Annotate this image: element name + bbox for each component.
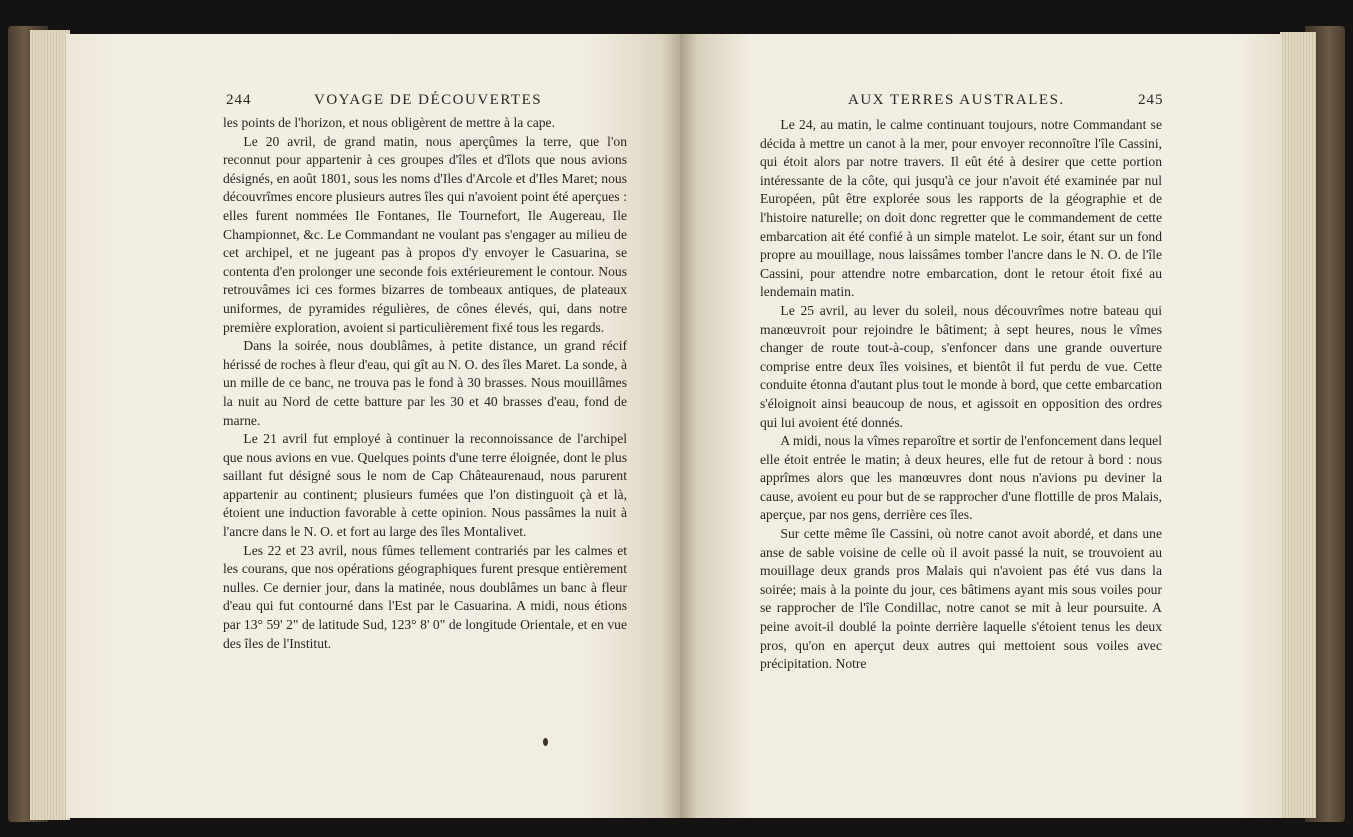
page-edges-right [1280, 32, 1316, 818]
left-page-header [226, 92, 630, 114]
paragraph: Le 21 avril fut employé à continuer la reconnoissance de l'archipel que nous avions en vue. Quelques points d'une terre éloignée, dont le plus saillant fut désigné sous le nom de Cap Châteaurenaud, nous parurent appartenir au continent; plusieurs fumées que l'on distinguoit çà et là, étoient une induction favorable à cette opinion. Nous passâmes la nuit à l'ancre dans le N. O. et fort au large des îles Montalivet. [223, 431, 627, 540]
paragraph: Dans la soirée, nous doublâmes, à petite distance, un grand récif hérissé de roches à fleur d'eau, qui gît au N. O. des îles Maret. La sonde, à un mille de ce banc, ne trouva pas le fond à 30 brasses. Nous mouillâmes la nuit au Nord de cette batture par les 30 et 40 brasses d'eau, fond de marne. [223, 338, 627, 428]
paragraph: Le 24, au matin, le calme continuant toujours, notre Commandant se décida à mettre un canot à la mer, pour envoyer reconnoître l'île Cassini, qui étoit alors par notre travers. Il eût été à desirer que cette portion intéressante de la côte, qui jusqu'à ce jour n'avoit été examinée par nul Européen, pût être explorée sous les rapports de la géographie et de l'histoire naturelle; on doit donc regretter que le commandement de cette embarcation ait été confié à un simple matelot. Le soir, étant sur un fond propre au mouillage, nous laissâmes tomber l'ancre dans le N. O. de l'île Cassini, pour attendre notre embarcation, dont le retour étoit fixé au lendemain matin. [760, 117, 1162, 300]
running-head-left: VOYAGE DE DÉCOUVERTES [314, 92, 543, 108]
right-page [680, 34, 1282, 818]
paragraph: A midi, nous la vîmes reparoître et sortir de l'enfoncement dans lequel elle étoit entrée le matin; à deux heures, elle fut de retour à bord : nous apprîmes alors que les manœuvres dont nous n'avions pu deviner la cause, avoient eu pour but de se rapprocher d'une flottille de pros Malais, aperçue, par nos gens, derrière ces îles. [760, 433, 1162, 523]
page-number-right: 245 [1138, 92, 1164, 108]
page-number-left: 244 [226, 92, 252, 108]
right-page-header [848, 92, 1168, 114]
paragraph: les points de l'horizon, et nous obligèrent de mettre à la cape. [223, 115, 555, 130]
right-page-body [760, 116, 1162, 674]
paragraph: Le 25 avril, au lever du soleil, nous découvrîmes notre bateau qui manœuvroit pour rejoindre le bâtiment; à sept heures, nous le vîmes changer de route tout-à-coup, s'enfoncer dans une grande ouverture comprise entre deux îles voisines, et bientôt il fut perdu de vue. Cette conduite étonna d'autant plus tout le monde à bord, que cette embarcation s'éloignoit ainsi beaucoup de nous, et agissoit en opposition des ordres qui lui avoient été donnés. [760, 302, 1162, 430]
paragraph: Sur cette même île Cassini, où notre canot avoit abordé, et dans une anse de sable voisine de celle où il avoit passé la nuit, se trouvoient au mouillage deux grands pros Malais qui n'avoient pas été vus dans la soirée; mais à la pointe du jour, ces bâtimens ayant mis sous voiles pour se rapprocher de l'île Condillac, notre canot se mit à leur poursuite. A peine avoit-il doublé la pointe derrière laquelle s'étoient tenus les deux pros, qu'on en aperçut deux autres qui mettoient sous voiles avec précipitation. Notre [760, 526, 1162, 672]
paragraph: Les 22 et 23 avril, nous fûmes tellement contrariés par les calmes et les courans, que nos opérations géographiques furent presque entièrement nulles. Ce dernier jour, dans la matinée, nous doublâmes un banc à fleur d'eau qui fut contourné dans l'Est par le Casuarina. A midi, nous étions par 13° 59' 2" de latitude Sud, 123° 8' 0" de longitude Orientale, et en vue des îles de l'Institut. [223, 542, 627, 651]
left-page-body [223, 114, 627, 653]
ink-spot [543, 738, 548, 746]
paragraph: Le 20 avril, de grand matin, nous aperçûmes la terre, que l'on reconnut pour appartenir à ces groupes d'îles et d'îlots que nous avions désignés, en août 1801, sous les noms d'Iles d'Arcole et d'Iles Maret; nous découvrîmes encore plusieurs autres îles qui n'avoient point été aperçues : elles furent nommées Ile Fontanes, Ile Tournefort, Ile Augereau, Ile Championnet, &c. Le Commandant ne voulant pas s'engager au milieu de cet archipel, et ne jugeant pas à propos d'y envoyer le Casuarina, se contenta d'en prolonger une seconde fois extérieurement le contour. Nous retrouvâmes ici ces formes bizarres de tombeaux antiques, de plateaux uniformes, de pyramides régulières, de cônes élevés, qui, dans notre première exploration, avoient si particulièrement fixé tous les regards. [223, 133, 627, 335]
running-head-right: AUX TERRES AUSTRALES. [848, 92, 1065, 108]
page-edges-left [30, 30, 70, 820]
left-page [66, 34, 680, 818]
